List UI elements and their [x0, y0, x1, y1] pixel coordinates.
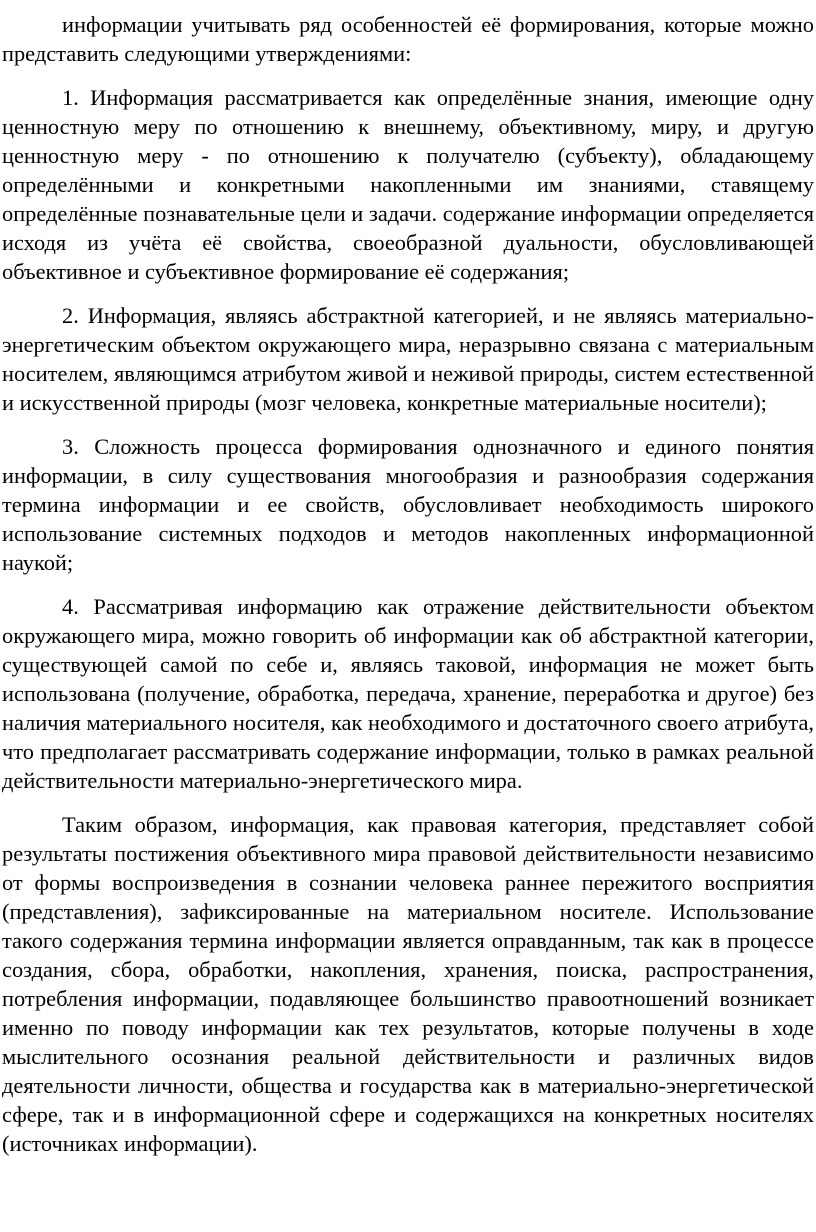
paragraph-intro: информации учитывать ряд особенностей её формирования, которые можно представить следующими утверждениями: — [2, 12, 814, 66]
paragraph-spacer — [2, 795, 814, 810]
paragraph-spacer — [2, 417, 814, 432]
paragraph-item-4: 4. Рассматривая информацию как отражение действительности объектом окружающего мира, можно говорить об информации как об абстрактной категории, существующей самой по себе и, являясь таковой, информация не может быть использована (получение, обработка, передача, хранение, переработка и другое) без наличия материального носителя, как необходимого и достаточного своего атрибута, что предполагает рассматривать содержание информации, только в рамках реальной действительности материально-энергетического мира. — [2, 594, 814, 793]
paragraph-item-3: 3. Сложность процесса формирования однозначного и единого понятия информации, в силу существования многообразия и разнообразия содержания термина информации и ее свойств, обусловливает необходимость широкого использование системных подходов и методов накопленных информационной наукой; — [2, 434, 814, 575]
paragraph-conclusion: Таким образом, информация, как правовая категория, представляет собой результаты постижения объективного мира правовой действительности независимо от формы воспроизведения в сознании человека раннее пережитого восприятия (представления), зафиксированные на материальном носителе. Использование такого содержания термина информации является оправданным, так как в процессе создания, сбора, обработки, накопления, хранения, поиска, распространения, потребления информации, подавляющее большинство правоотношений возникает именно по поводу информации как тех результатов, которые получены в ходе мыслительного осознания реальной действительности и различных видов деятельности личности, общества и государства как в материально-энергетической сфере, так и в информационной сфере и содержащихся на конкретных носителях (источниках информации). — [2, 812, 814, 1156]
paragraph-item-1: 1. Информация рассматривается как определённые знания, имеющие одну ценностную меру по отношению к внешнему, объективному, миру, и другую ценностную меру - по отношению к получателю (субъекту), обладающему определёнными и конкретными накопленными им знаниями, ставящему определённые познавательные цели и задачи. содержание информации определяется исходя из учёта её свойства, своеобразной дуальности, обусловливающей объективное и субъективное формирование её содержания; — [2, 85, 814, 284]
paragraph-spacer — [2, 68, 814, 83]
paragraph-spacer — [2, 577, 814, 592]
paragraph-spacer — [2, 286, 814, 301]
paragraph-item-2: 2. Информация, являясь абстрактной категорией, и не являясь материально-энергетическим объектом окружающего мира, неразрывно связана с материальным носителем, являющимся атрибутом живой и неживой природы, систем естественной и искусственной природы (мозг человека, конкретные материальные носители); — [2, 303, 814, 415]
